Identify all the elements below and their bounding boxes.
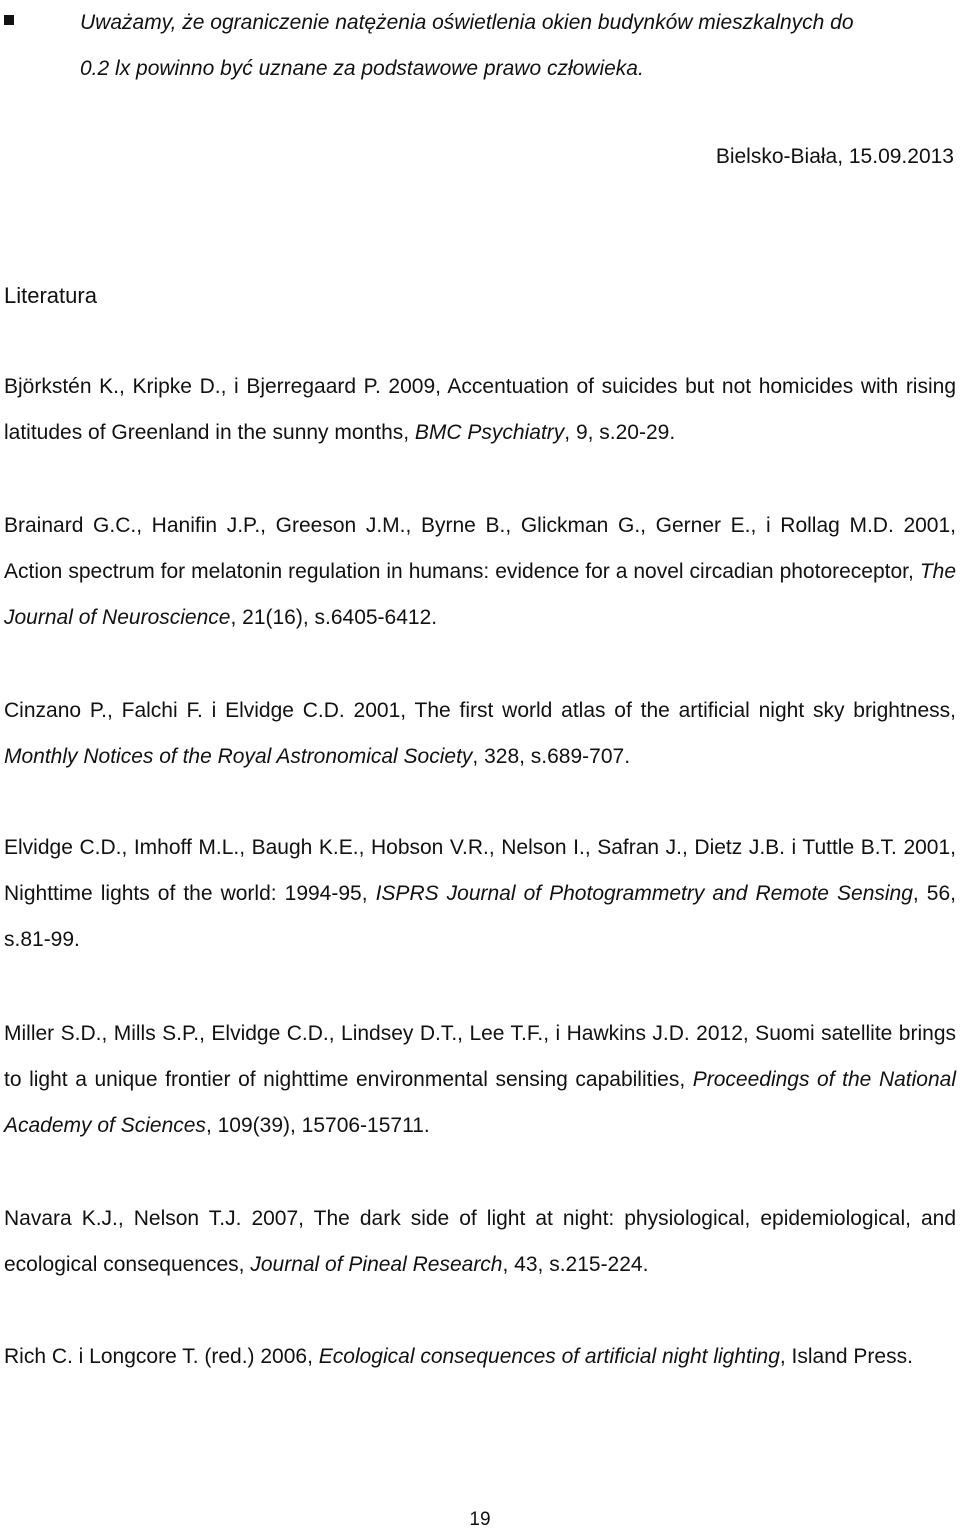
reference-journal: Proceedings of the National Academy of Sciences: [4, 1068, 956, 1137]
reference-text: Brainard G.C., Hanifin J.P., Greeson J.M., Byrne B., Glickman G., Gerner E., i Rollag M.D. 2001, Action spectrum for melatonin regulation in humans: evidence for a novel circadian photoreceptor,: [4, 514, 956, 583]
place-date: Bielsko-Biała, 15.09.2013: [715, 145, 954, 168]
bullet-statement-text: [80, 0, 950, 92]
reference-text: Navara K.J., Nelson T.J. 2007, The dark side of light at night: physiological, epidemiological, and ecological consequences,: [4, 1207, 956, 1276]
reference-text: Elvidge C.D., Imhoff M.L., Baugh K.E., Hobson V.R., Nelson I., Safran J., Dietz J.B. i Tuttle B.T. 2001, Nighttime lights of the world: 1994-95,: [4, 836, 956, 905]
reference-details: , 109(39), 15706-15711.: [205, 1114, 430, 1137]
reference-item: [4, 1196, 956, 1288]
reference-details: , 9, s.20-29.: [564, 421, 676, 444]
reference-item: [4, 825, 956, 963]
bullet-line-2: 0.2 lx powinno być uznane za podstawowe prawo człowieka.: [80, 57, 644, 80]
reference-text: Rich C. i Longcore T. (red.) 2006,: [4, 1345, 319, 1368]
reference-item: [4, 503, 956, 641]
bullet-line-1: Uważamy, że ograniczenie natężenia oświetlenia okien budynków mieszkalnych do: [80, 11, 854, 34]
reference-details: , 328, s.689-707.: [472, 745, 631, 768]
reference-item: [4, 1334, 956, 1380]
reference-journal: BMC Psychiatry: [414, 421, 565, 444]
section-heading: Literatura: [4, 283, 97, 308]
reference-item: [4, 364, 956, 456]
square-bullet-icon: [4, 15, 14, 25]
reference-details: , 43, s.215-224.: [502, 1253, 649, 1276]
reference-journal: Monthly Notices of the Royal Astronomical Society: [4, 745, 473, 768]
reference-text: Cinzano P., Falchi F. i Elvidge C.D. 2001, The first world atlas of the artificial night sky brightness,: [4, 699, 956, 722]
page-number: 19: [469, 1509, 491, 1530]
reference-details: , Island Press.: [779, 1345, 913, 1368]
reference-details: , 21(16), s.6405-6412.: [230, 606, 438, 629]
reference-journal: The Journal of Neuroscience: [4, 560, 956, 629]
reference-journal: Journal of Pineal Research: [250, 1253, 503, 1276]
reference-text: Björkstén K., Kripke D., i Bjerregaard P. 2009, Accentuation of suicides but not homicides with rising latitudes of Greenland in the sunny months,: [4, 375, 956, 444]
reference-item: [4, 688, 956, 780]
reference-item: [4, 1011, 956, 1149]
reference-details: , 56, s.81-99.: [4, 882, 956, 951]
reference-journal: ISPRS Journal of Photogrammetry and Remote Sensing: [375, 882, 913, 905]
reference-text: Miller S.D., Mills S.P., Elvidge C.D., Lindsey D.T., Lee T.F., i Hawkins J.D. 2012, Suomi satellite brings to light a unique frontier of nighttime environmental sensing capabilities,: [4, 1022, 956, 1091]
reference-journal: Ecological consequences of artificial night lighting: [318, 1345, 780, 1368]
